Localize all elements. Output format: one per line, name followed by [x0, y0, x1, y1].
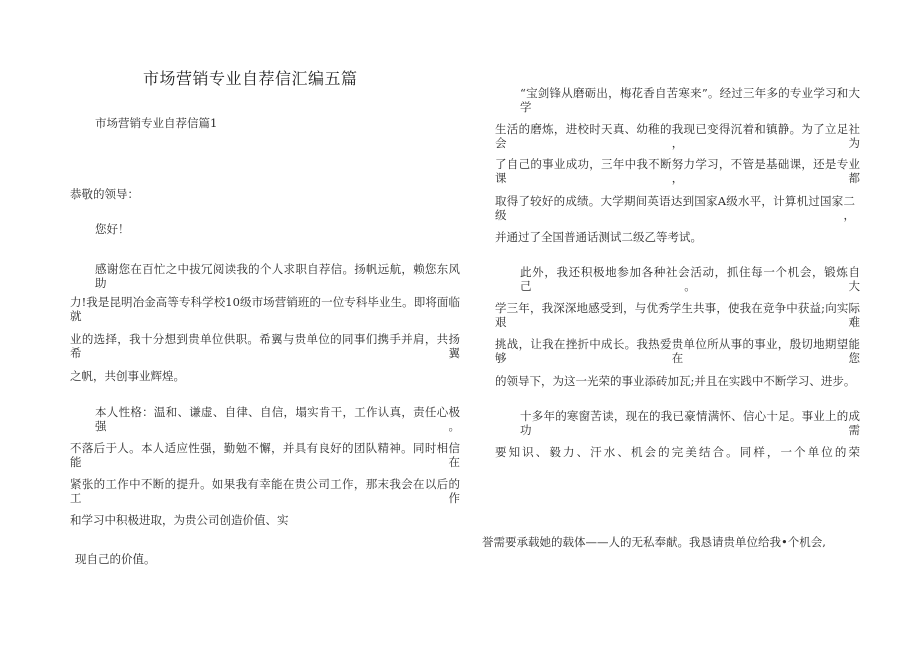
- right-line-6: 此外，我还积极地参加各种社会活动，抓住每一个机会，锻炼自己。大: [520, 265, 860, 293]
- left-line-8: 和学习中积极进取，为贵公司创造价值、实: [70, 513, 289, 527]
- right-line-4: 取得了较好的成绩。大学期间英语达到国家A级水平，计算机过国家二级，: [495, 194, 855, 222]
- document-title: 市场营销专业自荐信汇编五篇: [143, 69, 358, 88]
- right-line-1: “宝剑锋从磨砺出，梅花香自苦寒来”。经过三年多的专业学习和大学: [520, 86, 860, 114]
- salutation: 您好！: [95, 222, 130, 236]
- right-line-2: 生活的磨炼，进校时天真、幼稚的我现已变得沉着和镇静。为了立足社会，为: [495, 122, 860, 150]
- right-line-7: 学三年，我深深地感受到，与优秀学生共事，使我在竞争中获益;向实际艰难: [495, 301, 860, 329]
- right-line-8: 挑战，让我在挫折中成长。我热爱贵单位所从事的事业，殷切地期望能够在您: [495, 337, 860, 365]
- left-line-4: 之帆，共创事业辉煌。: [70, 369, 185, 383]
- right-line-12: 誉需要承载她的载体——人的无私奉献。我恳请贵单位给我•个机会,: [482, 535, 826, 549]
- right-line-3: 了自己的事业成功，三年中我不断努力学习，不管是基础课，还是专业课，都: [495, 157, 860, 185]
- right-line-9: 的领导下，为这一光荣的事业添砖加瓦;并且在实践中不断学习、进步。: [495, 374, 856, 388]
- left-line-5: 本人性格：温和、谦虚、自律、自信，塌实肯干，工作认真，责任心极强。: [95, 405, 460, 433]
- left-line-9: 现自己的价值。: [75, 552, 156, 566]
- right-line-5: 并通过了全国普通话测试二级乙等考试。: [495, 230, 702, 244]
- section-heading: 市场营销专业自荐信篇1: [95, 116, 218, 130]
- left-line-1: 感谢您在百忙之中拔冗阅读我的个人求职自荐信。扬帆远航，赖您东风助: [95, 262, 460, 290]
- left-line-6: 不落后于人。本人适应性强，勤勉不懈，并具有良好的团队精神。同时相信能在: [70, 441, 460, 469]
- left-line-3: 业的选择，我十分想到贵单位供职。希翼与贵单位的同事们携手并肩，共扬希翼: [70, 332, 460, 360]
- left-line-7: 紧张的工作中不断的提升。如果我有幸能在贵公司工作，那末我会在以后的工作: [70, 477, 460, 505]
- left-line-2: 力!我是昆明冶金高等专科学校10级市场营销班的一位专科毕业生。即将面临就: [70, 295, 460, 323]
- right-line-10: 十多年的寒窗苦读，现在的我已豪情满怀、信心十足。事业上的成功需: [520, 409, 860, 437]
- right-line-11: 要知识、毅力、汗水、机会的完美结合。同样，一个单位的荣: [495, 445, 860, 459]
- greeting: 恭敬的领导：: [70, 187, 139, 201]
